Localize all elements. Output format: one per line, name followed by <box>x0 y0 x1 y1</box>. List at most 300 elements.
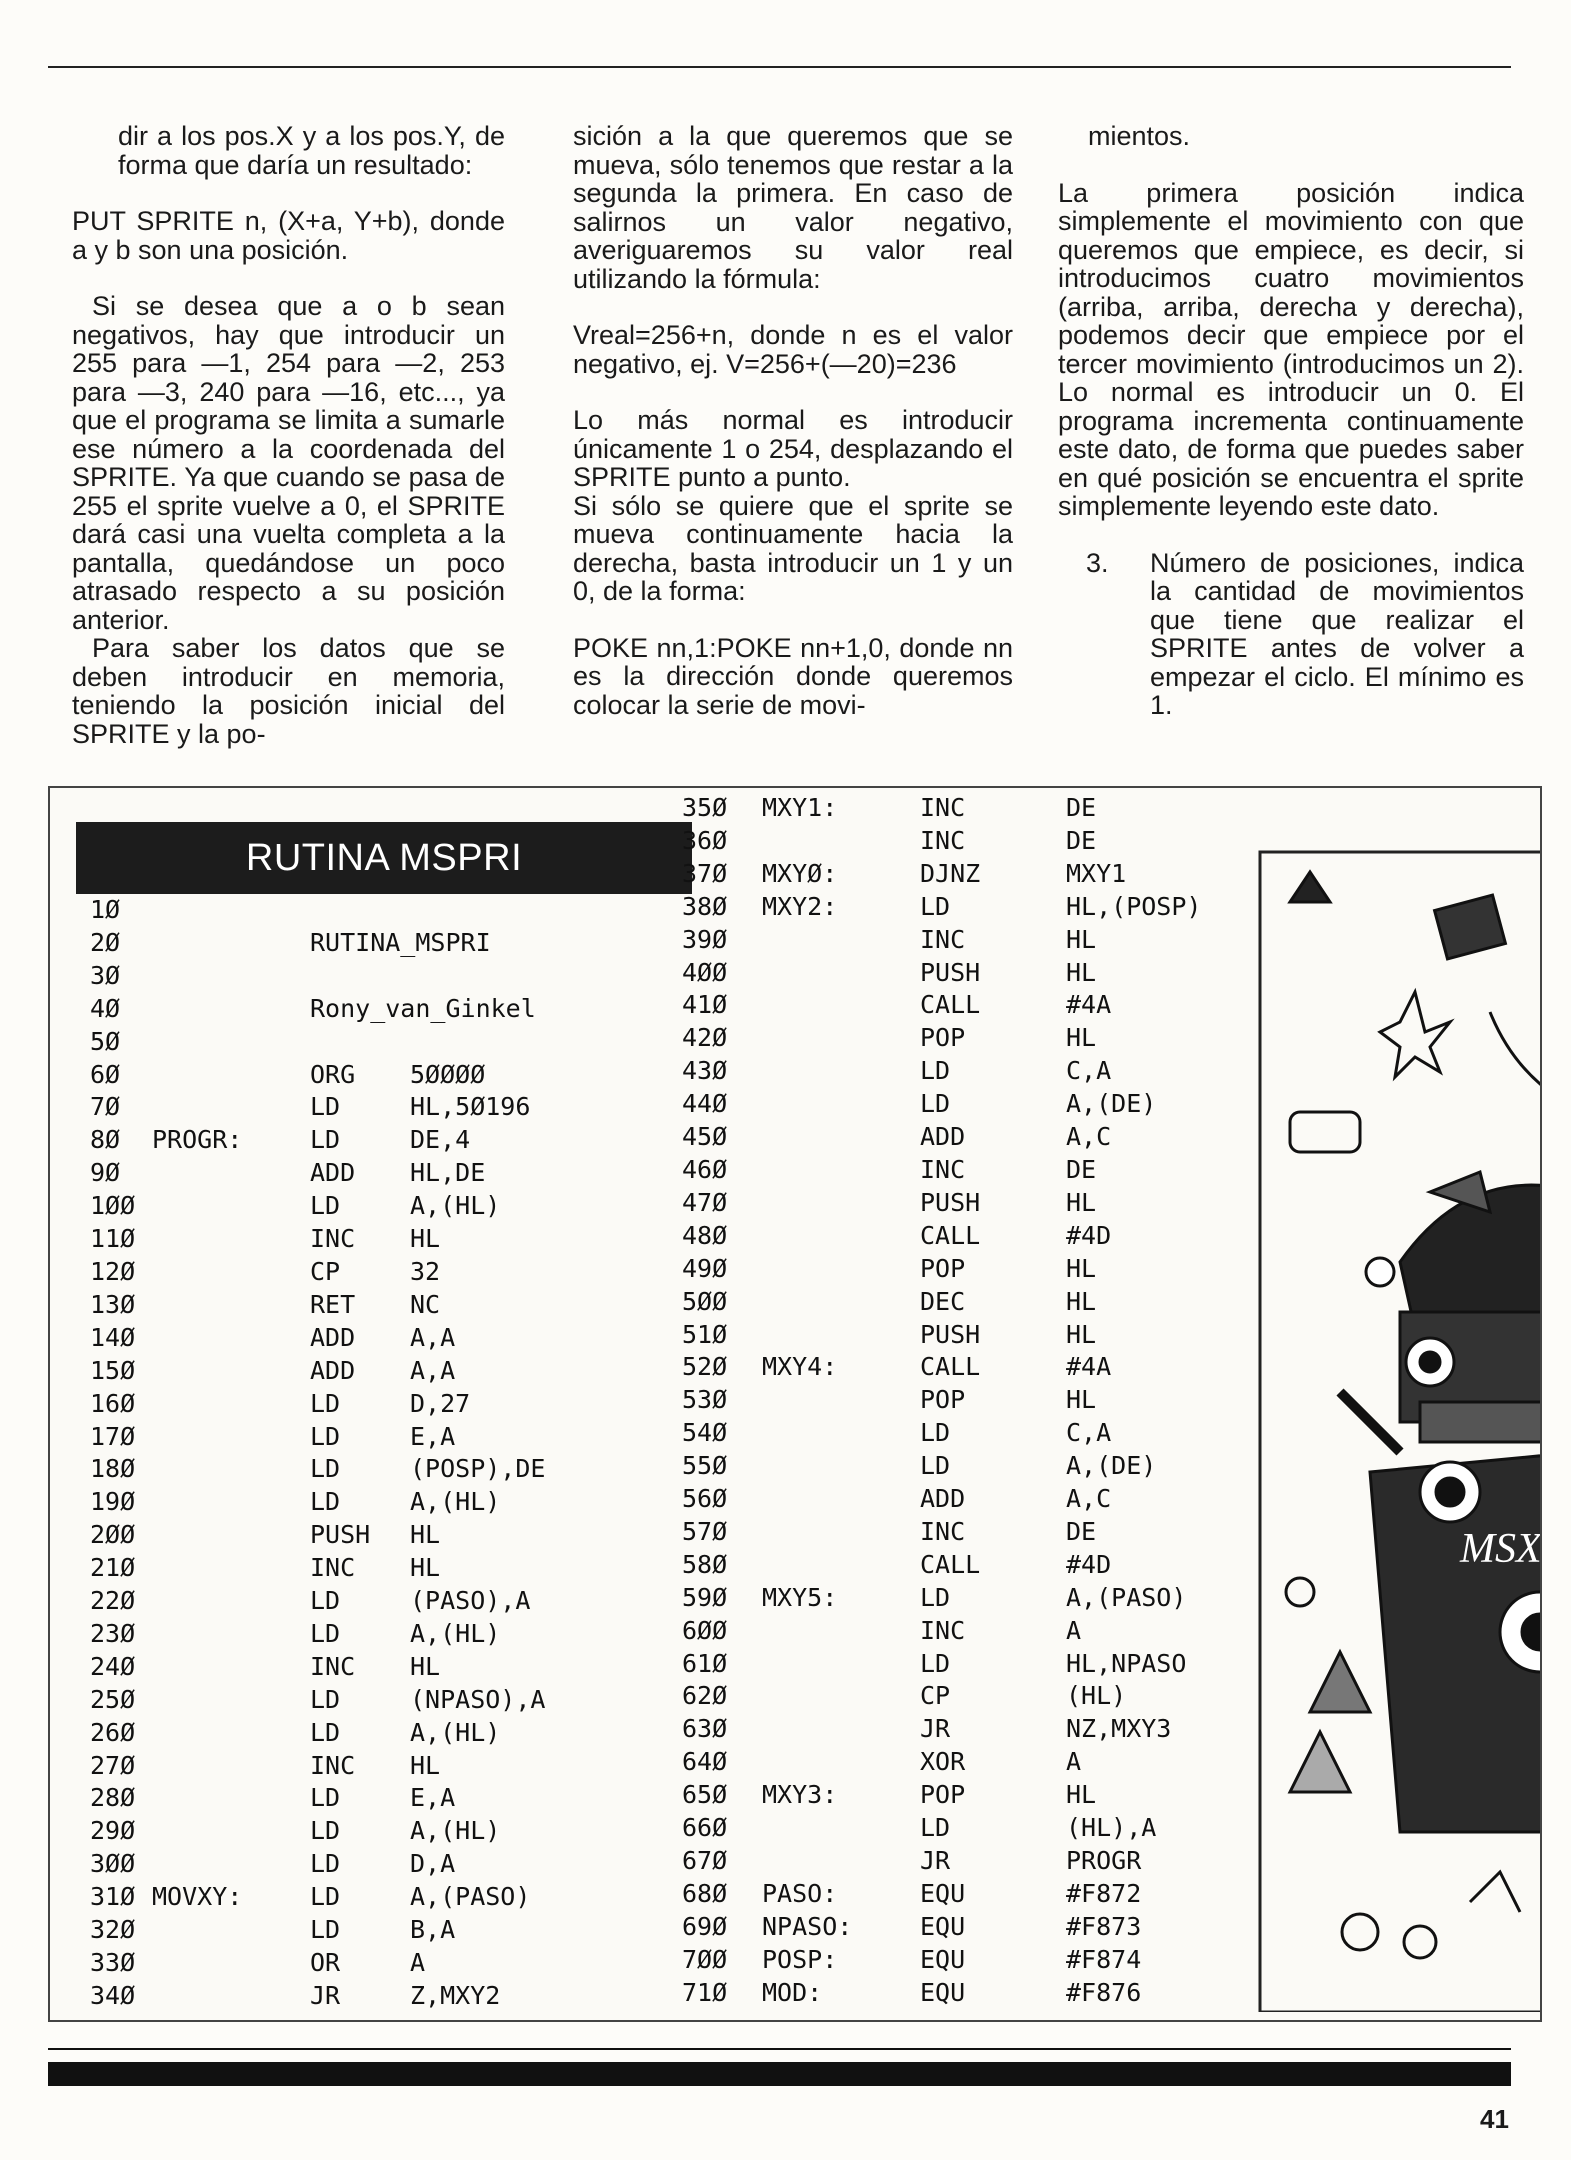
line-number: 55Ø <box>682 1451 728 1481</box>
code-opcode: LD <box>310 1882 341 1912</box>
code-operand: HL <box>410 1520 441 1550</box>
line-number: 69Ø <box>682 1911 728 1941</box>
code-line <box>682 1121 1201 1154</box>
code-opcode: XOR <box>920 1747 966 1777</box>
code-line <box>90 1980 545 2013</box>
code-opcode: LD <box>920 891 951 921</box>
code-operand: HL <box>1066 1780 1097 1810</box>
line-number: 19Ø <box>90 1487 136 1517</box>
code-opcode: LD <box>920 1648 951 1678</box>
code-operand: NC <box>410 1289 441 1319</box>
code-line <box>90 1190 545 1223</box>
code-line <box>90 1782 545 1815</box>
line-number: 68Ø <box>682 1878 728 1908</box>
code-opcode: DEC <box>920 1286 966 1316</box>
paragraph: Si sólo se quiere que el sprite se mueva continuamente hacia la derecha, basta introducir un 1 y un 0, de la forma: <box>573 490 1013 606</box>
code-operand: D,27 <box>410 1388 471 1418</box>
code-line <box>682 1516 1201 1549</box>
line-number: 5ØØ <box>682 1286 728 1316</box>
line-number: 17Ø <box>90 1421 136 1451</box>
line-number: 71Ø <box>682 1977 728 2007</box>
code-operand: A,(HL) <box>410 1618 501 1648</box>
code-operand: HL <box>1066 1385 1097 1415</box>
code-opcode: INC <box>920 1615 966 1645</box>
code-line <box>682 1680 1201 1713</box>
code-operand: A,C <box>1066 1122 1112 1152</box>
code-operand: A,A <box>410 1355 456 1385</box>
code-line <box>682 1022 1201 1055</box>
code-line <box>90 993 545 1026</box>
code-opcode: ADD <box>920 1484 966 1514</box>
code-label: MOVXY: <box>152 1882 243 1912</box>
line-number: 66Ø <box>682 1813 728 1843</box>
line-number: 27Ø <box>90 1750 136 1780</box>
code-line <box>682 1779 1201 1812</box>
paragraph: sición a la que queremos que se mueva, sólo tenemos que restar a la segunda la primera. En caso de salirnos un valor negativo, averiguaremos su valor real utilizando la fórmula: <box>573 121 1013 294</box>
code-operand: HL <box>410 1553 441 1583</box>
code-line <box>90 1059 545 1092</box>
code-line <box>90 927 545 960</box>
code-operand: A,C <box>1066 1484 1112 1514</box>
line-number: 24Ø <box>90 1651 136 1681</box>
code-operand: A,(DE) <box>1066 1451 1157 1481</box>
code-opcode: LD <box>310 1915 341 1945</box>
code-opcode: INC <box>920 825 966 855</box>
code-operand: A <box>410 1948 426 1977</box>
line-number: 64Ø <box>682 1747 728 1777</box>
listing-title: RUTINA MSPRI <box>76 822 692 894</box>
code-operand: HL <box>1066 1319 1097 1349</box>
code-opcode: PUSH <box>310 1520 371 1550</box>
code-opcode: POP <box>920 1253 966 1283</box>
code-operand: A,A <box>410 1322 456 1352</box>
text-column-2 <box>573 122 1013 719</box>
line-number: 32Ø <box>90 1915 136 1945</box>
code-opcode: LD <box>310 1191 341 1221</box>
line-number: 62Ø <box>682 1681 728 1711</box>
item-text: Número de posiciones, indica la cantidad de movimientos que tiene que realizar el SPRITE antes de volver a empezar el ciclo. El mínimo es 1. <box>1150 547 1524 720</box>
line-number: 38Ø <box>682 891 728 921</box>
code-opcode: Rony_van_Ginkel <box>310 993 536 1023</box>
code-line <box>90 1914 545 1947</box>
paragraph: PUT SPRITE n, (X+a, Y+b), donde a y b son una posición. <box>72 206 505 265</box>
code-opcode: ADD <box>310 1322 356 1352</box>
code-label: MXY5: <box>762 1582 838 1612</box>
code-operand: HL <box>1066 957 1097 987</box>
code-operand: HL <box>1066 924 1097 954</box>
line-number: 2ØØ <box>90 1520 136 1550</box>
code-line <box>682 1319 1201 1352</box>
code-operand: E,A <box>410 1783 456 1813</box>
code-operand: #4D <box>1066 1220 1112 1250</box>
code-operand: C,A <box>1066 1418 1112 1448</box>
code-opcode: LD <box>920 1813 951 1843</box>
line-number: 7ØØ <box>682 1944 728 1974</box>
code-opcode: LD <box>310 1454 341 1484</box>
numbered-item <box>1058 549 1524 720</box>
code-operand: A <box>1066 1747 1082 1777</box>
code-operand: NZ,MXY3 <box>1066 1714 1172 1744</box>
code-operand: #F876 <box>1066 1977 1142 2007</box>
code-line <box>90 1026 545 1059</box>
code-operand: C,A <box>1066 1056 1112 1086</box>
line-number: 21Ø <box>90 1553 136 1583</box>
code-line <box>90 1091 545 1124</box>
code-operand: HL,DE <box>410 1158 486 1188</box>
code-opcode: LD <box>310 1783 341 1813</box>
paragraph: mientos. <box>1088 121 1191 151</box>
code-line <box>682 1845 1201 1878</box>
code-opcode: RET <box>310 1289 356 1319</box>
paragraph: Lo más normal es introducir únicamente 1 o 254, desplazando el SPRITE punto a punto. <box>573 405 1013 492</box>
code-line <box>90 1388 545 1421</box>
code-operand: DE <box>1066 1154 1097 1184</box>
code-operand: (NPASO),A <box>410 1684 546 1714</box>
line-number: 42Ø <box>682 1023 728 1053</box>
line-number: 31Ø <box>90 1882 136 1912</box>
code-line <box>90 1124 545 1157</box>
line-number: 61Ø <box>682 1648 728 1678</box>
code-opcode: LD <box>920 1451 951 1481</box>
line-number: 14Ø <box>90 1322 136 1352</box>
code-opcode: JR <box>920 1714 951 1744</box>
code-line <box>90 1815 545 1848</box>
code-line <box>682 1483 1201 1516</box>
code-line <box>90 1848 545 1881</box>
code-line <box>90 1289 545 1322</box>
code-line <box>90 1421 545 1454</box>
line-number: 48Ø <box>682 1220 728 1250</box>
line-number: 23Ø <box>90 1618 136 1648</box>
code-opcode: INC <box>920 1516 966 1546</box>
code-opcode: LD <box>310 1092 341 1122</box>
code-label: POSP: <box>762 1944 838 1974</box>
code-operand: (POSP),DE <box>410 1454 546 1484</box>
code-line <box>682 825 1201 858</box>
code-opcode: LD <box>920 1418 951 1448</box>
code-opcode: ADD <box>310 1355 356 1385</box>
code-line <box>682 1187 1201 1220</box>
code-operand: DE,4 <box>410 1125 471 1155</box>
code-opcode: JR <box>920 1846 951 1875</box>
line-number: 54Ø <box>682 1418 728 1448</box>
line-number: 58Ø <box>682 1549 728 1579</box>
code-line <box>90 1618 545 1651</box>
code-opcode: CALL <box>920 990 981 1020</box>
code-opcode: CP <box>920 1681 951 1711</box>
bottom-rule-thick <box>48 2062 1511 2086</box>
code-label: MXY3: <box>762 1780 838 1810</box>
code-operand: 5ØØØØ <box>410 1059 486 1089</box>
code-opcode: POP <box>920 1780 966 1810</box>
code-opcode: LD <box>310 1487 341 1517</box>
code-line <box>682 1911 1201 1944</box>
line-number: 3ØØ <box>90 1849 136 1879</box>
line-number: 56Ø <box>682 1484 728 1514</box>
code-opcode: JR <box>310 1980 341 2010</box>
code-line <box>682 1812 1201 1845</box>
code-opcode: LD <box>310 1125 341 1155</box>
code-line <box>90 960 545 993</box>
code-operand: A,(DE) <box>1066 1089 1157 1119</box>
paragraph: POKE nn,1:POKE nn+1,0, donde nn es la dirección donde queremos colocar la serie de movi- <box>573 632 1013 720</box>
line-number: 1ØØ <box>90 1191 136 1221</box>
code-listing-box <box>48 786 1542 2022</box>
code-opcode: ORG <box>310 1059 356 1089</box>
line-number: 6ØØ <box>682 1615 728 1645</box>
code-line <box>90 1322 545 1355</box>
code-operand: HL <box>1066 1023 1097 1053</box>
code-line <box>682 1450 1201 1483</box>
code-line <box>90 1519 545 1552</box>
code-operand: D,A <box>410 1849 456 1879</box>
code-opcode: EQU <box>920 1911 966 1941</box>
code-opcode: RUTINA_MSPRI <box>310 927 491 957</box>
code-opcode: LD <box>310 1717 341 1747</box>
top-rule <box>48 66 1511 68</box>
code-line <box>90 1585 545 1618</box>
line-number: 43Ø <box>682 1056 728 1086</box>
code-operand: E,A <box>410 1421 456 1451</box>
line-number: 8Ø <box>90 1125 121 1155</box>
code-opcode: ADD <box>920 1122 966 1152</box>
code-opcode: INC <box>310 1553 356 1583</box>
line-number: 5Ø <box>90 1026 121 1056</box>
code-opcode: EQU <box>920 1944 966 1974</box>
code-opcode: PUSH <box>920 1319 981 1349</box>
code-opcode: CALL <box>920 1220 981 1250</box>
code-opcode: EQU <box>920 1977 966 2007</box>
code-line <box>90 1355 545 1388</box>
code-line <box>682 1878 1201 1911</box>
line-number: 4ØØ <box>682 957 728 987</box>
code-line <box>682 1615 1201 1648</box>
line-number: 47Ø <box>682 1187 728 1217</box>
line-number: 12Ø <box>90 1256 136 1286</box>
code-line <box>90 1881 545 1914</box>
line-number: 15Ø <box>90 1355 136 1385</box>
line-number: 1Ø <box>90 895 121 924</box>
code-label: PROGR: <box>152 1125 243 1155</box>
line-number: 65Ø <box>682 1780 728 1810</box>
code-line <box>90 1750 545 1783</box>
code-line <box>682 858 1201 891</box>
text-column-1 <box>72 122 505 748</box>
code-line <box>90 1717 545 1750</box>
code-line <box>90 1947 545 1980</box>
code-operand: PROGR <box>1066 1846 1142 1875</box>
paragraph: Si se desea que a o b sean negativos, hay que introducir un 255 para —1, 254 para —2, 253 para —3, 240 para —16, etc..., ya que el programa se limita a sumarle ese número a la coordenada del SPRITE. Ya que cuando se pasa de 255 el sprite vuelve a 0, el SPRITE dará casi una vuelta completa a la pantalla, quedándose un poco atrasado respecto a su posición anterior. <box>72 291 505 635</box>
code-operand: HL <box>410 1651 441 1681</box>
code-opcode: LD <box>920 1089 951 1119</box>
code-operand: A <box>1066 1615 1082 1645</box>
code-listing-left <box>90 894 545 2013</box>
code-opcode: INC <box>920 793 966 822</box>
code-opcode: LD <box>310 1421 341 1451</box>
line-number: 2Ø <box>90 927 121 957</box>
code-operand: HL <box>410 1750 441 1780</box>
line-number: 6Ø <box>90 1059 121 1089</box>
code-operand: #4D <box>1066 1549 1112 1579</box>
code-line <box>682 1977 1201 2010</box>
line-number: 29Ø <box>90 1816 136 1846</box>
code-operand: HL,5Ø196 <box>410 1092 531 1122</box>
code-operand: A,(HL) <box>410 1487 501 1517</box>
line-number: 13Ø <box>90 1289 136 1319</box>
code-opcode: EQU <box>920 1878 966 1908</box>
code-line <box>682 1154 1201 1187</box>
code-line <box>682 924 1201 957</box>
code-operand: A,(HL) <box>410 1816 501 1846</box>
line-number: 67Ø <box>682 1846 728 1875</box>
line-number: 22Ø <box>90 1586 136 1616</box>
code-line <box>90 1223 545 1256</box>
code-opcode: CP <box>310 1256 341 1286</box>
code-operand: HL,(POSP) <box>1066 891 1202 921</box>
code-opcode: LD <box>310 1684 341 1714</box>
bottom-rule-thin <box>48 2048 1511 2050</box>
code-label: MXYØ: <box>762 858 838 888</box>
line-number: 11Ø <box>90 1224 136 1254</box>
code-operand: A,(HL) <box>410 1717 501 1747</box>
code-opcode: INC <box>310 1224 356 1254</box>
code-line <box>682 989 1201 1022</box>
code-line <box>90 1486 545 1519</box>
line-number: 33Ø <box>90 1948 136 1977</box>
code-line <box>682 1417 1201 1450</box>
code-line <box>682 1055 1201 1088</box>
code-opcode: LD <box>310 1586 341 1616</box>
code-operand: #F873 <box>1066 1911 1142 1941</box>
code-line <box>682 1220 1201 1253</box>
line-number: 34Ø <box>90 1980 136 2010</box>
code-opcode: PUSH <box>920 957 981 987</box>
line-number: 28Ø <box>90 1783 136 1813</box>
code-label: MXY4: <box>762 1352 838 1382</box>
line-number: 16Ø <box>90 1388 136 1418</box>
line-number: 36Ø <box>682 825 728 855</box>
code-operand: DE <box>1066 1516 1097 1546</box>
code-opcode: CALL <box>920 1549 981 1579</box>
code-operand: A,(PASO) <box>1066 1582 1187 1612</box>
code-opcode: OR <box>310 1948 341 1977</box>
code-line <box>682 1384 1201 1417</box>
line-number: 3Ø <box>90 960 121 990</box>
formula-paragraph: Vreal=256+n, donde n es el valor negativo, ej. V=256+(—20)=236 <box>573 320 1013 379</box>
line-number: 46Ø <box>682 1154 728 1184</box>
line-number: 53Ø <box>682 1385 728 1415</box>
code-line <box>90 894 545 927</box>
line-number: 57Ø <box>682 1516 728 1546</box>
code-operand: (HL),A <box>1066 1813 1157 1843</box>
code-label: MOD: <box>762 1977 823 2007</box>
code-line <box>682 1944 1201 1977</box>
code-operand: (HL) <box>1066 1681 1127 1711</box>
code-opcode: INC <box>310 1750 356 1780</box>
code-label: PASO: <box>762 1878 838 1908</box>
code-operand: #4A <box>1066 990 1112 1020</box>
code-operand: #F874 <box>1066 1944 1142 1974</box>
code-line <box>682 1582 1201 1615</box>
code-opcode: POP <box>920 1385 966 1415</box>
code-operand: (PASO),A <box>410 1586 531 1616</box>
code-line <box>682 1549 1201 1582</box>
code-line <box>682 1746 1201 1779</box>
line-number: 39Ø <box>682 924 728 954</box>
code-operand: B,A <box>410 1915 456 1945</box>
line-number: 37Ø <box>682 858 728 888</box>
code-line <box>90 1684 545 1717</box>
code-opcode: LD <box>920 1056 951 1086</box>
code-opcode: LD <box>310 1388 341 1418</box>
code-line <box>682 1253 1201 1286</box>
code-line <box>682 957 1201 990</box>
code-line <box>682 1713 1201 1746</box>
line-number: 26Ø <box>90 1717 136 1747</box>
code-operand: MXY1 <box>1066 858 1127 888</box>
code-opcode: LD <box>310 1849 341 1879</box>
code-label: MXY1: <box>762 793 838 822</box>
code-line <box>90 1651 545 1684</box>
code-operand: Z,MXY2 <box>410 1980 501 2010</box>
code-operand: DE <box>1066 793 1097 822</box>
line-number: 44Ø <box>682 1089 728 1119</box>
line-number: 49Ø <box>682 1253 728 1283</box>
robot-illustration <box>1250 832 1542 2012</box>
code-line <box>90 1552 545 1585</box>
code-operand: HL <box>1066 1253 1097 1283</box>
line-number: 18Ø <box>90 1454 136 1484</box>
paragraph: Para saber los datos que se deben introducir en memoria, teniendo la posición inicial del SPRITE y la po- <box>72 633 505 749</box>
code-opcode: INC <box>310 1651 356 1681</box>
line-number: 51Ø <box>682 1319 728 1349</box>
line-number: 25Ø <box>90 1684 136 1714</box>
code-line <box>682 891 1201 924</box>
code-opcode: ADD <box>310 1158 356 1188</box>
code-line <box>90 1453 545 1486</box>
code-operand: HL <box>1066 1286 1097 1316</box>
line-number: 7Ø <box>90 1092 121 1122</box>
code-operand: DE <box>1066 825 1097 855</box>
code-operand: A,(HL) <box>410 1191 501 1221</box>
code-operand: #F872 <box>1066 1878 1142 1908</box>
line-number: 35Ø <box>682 793 728 822</box>
line-number: 63Ø <box>682 1714 728 1744</box>
code-line <box>682 1088 1201 1121</box>
code-label: MXY2: <box>762 891 838 921</box>
code-operand: #4A <box>1066 1352 1112 1382</box>
page-number: 41 <box>1480 2104 1509 2134</box>
code-opcode: INC <box>920 1154 966 1184</box>
code-line <box>682 1648 1201 1681</box>
code-line <box>90 1157 545 1190</box>
robot-chest-text: MSX <box>1460 1526 1542 1572</box>
code-line <box>90 1256 545 1289</box>
code-opcode: INC <box>920 924 966 954</box>
code-line <box>682 792 1201 825</box>
line-number: 41Ø <box>682 990 728 1020</box>
code-opcode: LD <box>920 1582 951 1612</box>
code-opcode: CALL <box>920 1352 981 1382</box>
code-line <box>682 1351 1201 1384</box>
code-opcode: LD <box>310 1816 341 1846</box>
robot-body <box>1340 1185 1542 1832</box>
item-number: 3. <box>1086 547 1109 578</box>
code-label: NPASO: <box>762 1911 853 1941</box>
paragraph: dir a los pos.X y a los pos.Y, de forma que daría un resultado: <box>118 121 505 180</box>
line-number: 4Ø <box>90 993 121 1023</box>
code-opcode: PUSH <box>920 1187 981 1217</box>
